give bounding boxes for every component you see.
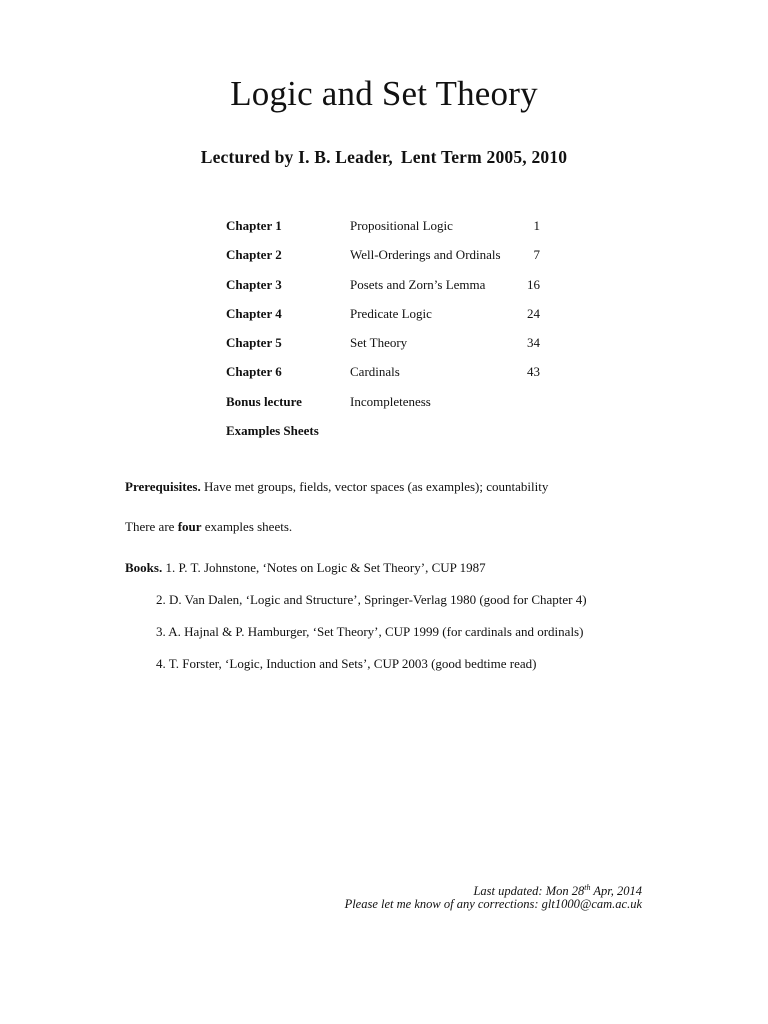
toc-row	[226, 274, 546, 303]
toc-page: 1	[533, 218, 540, 233]
book-item-2	[156, 591, 587, 609]
toc-topic: Incompleteness	[350, 393, 431, 409]
toc-page: 16	[527, 276, 540, 292]
toc-row	[226, 361, 546, 390]
toc-page: 43	[527, 364, 540, 380]
toc-label: Chapter 2	[226, 247, 282, 263]
lecturer-text: Lectured by I. B. Leader,	[200, 147, 393, 167]
books-label: Books.	[125, 560, 163, 575]
prerequisites-text: Have met groups, fields, vector spaces (as examples); countability	[203, 479, 549, 494]
toc-label: Chapter 3	[226, 276, 282, 292]
book-text: 4. T. Forster, ‘Logic, Induction and Sets’, CUP 2003 (good bedtime read)	[156, 656, 537, 671]
document-title: Logic and Set Theory	[230, 74, 538, 113]
term-text: Lent Term 2005, 2010	[400, 147, 568, 167]
toc-topic: Well-Orderings and Ordinals	[350, 247, 501, 263]
book-item-4	[156, 655, 537, 673]
toc-topic: Posets and Zorn’s Lemma	[350, 276, 486, 292]
toc-label: Examples Sheets	[226, 423, 319, 439]
corrections-note: Please let me know of any corrections: glt1000@cam.ac.uk	[344, 897, 642, 911]
toc-row	[226, 303, 546, 332]
last-updated-sup: th	[584, 883, 591, 892]
toc-page: 34	[527, 335, 540, 351]
toc-topic: Set Theory	[350, 335, 408, 351]
toc-label: Chapter 6	[226, 364, 282, 380]
book-text: 3. A. Hajnal & P. Hamburger, ‘Set Theory’, CUP 1999 (for cardinals and ordinals)	[156, 624, 584, 639]
toc-label: Bonus lecture	[226, 393, 302, 409]
last-updated-suffix: Apr, 2014	[590, 884, 642, 899]
book-text: 1. P. T. Johnstone, ‘Notes on Logic & Set Theory’, CUP 1987	[165, 560, 486, 575]
toc-row	[226, 215, 546, 244]
document-subtitle	[0, 147, 768, 168]
examples-note-emphasis: four	[177, 519, 202, 534]
book-item-3	[156, 623, 583, 641]
toc-row	[226, 332, 546, 361]
prerequisites-label: Prerequisites.	[125, 479, 201, 494]
toc-row	[226, 244, 546, 273]
book-text: 2. D. Van Dalen, ‘Logic and Structure’, Springer-Verlag 1980 (good for Chapter 4)	[156, 592, 587, 607]
toc-row	[226, 391, 546, 420]
examples-note	[125, 518, 292, 536]
toc-topic: Cardinals	[350, 364, 400, 380]
toc-label: Chapter 5	[226, 335, 282, 351]
toc-label: Chapter 4	[226, 305, 282, 321]
toc-page: 24	[527, 305, 540, 321]
examples-note-before: There are	[125, 519, 175, 534]
table-of-contents	[226, 215, 546, 449]
toc-label: Chapter 1	[226, 218, 282, 233]
toc-row	[226, 420, 546, 449]
toc-page: 7	[533, 247, 540, 263]
toc-topic: Predicate Logic	[350, 305, 432, 321]
book-item-1	[125, 559, 486, 577]
examples-note-after: examples sheets.	[204, 519, 293, 534]
last-updated-prefix: Last updated: Mon 28	[473, 884, 585, 899]
toc-topic: Propositional Logic	[350, 218, 453, 233]
prerequisites-paragraph	[125, 478, 548, 496]
